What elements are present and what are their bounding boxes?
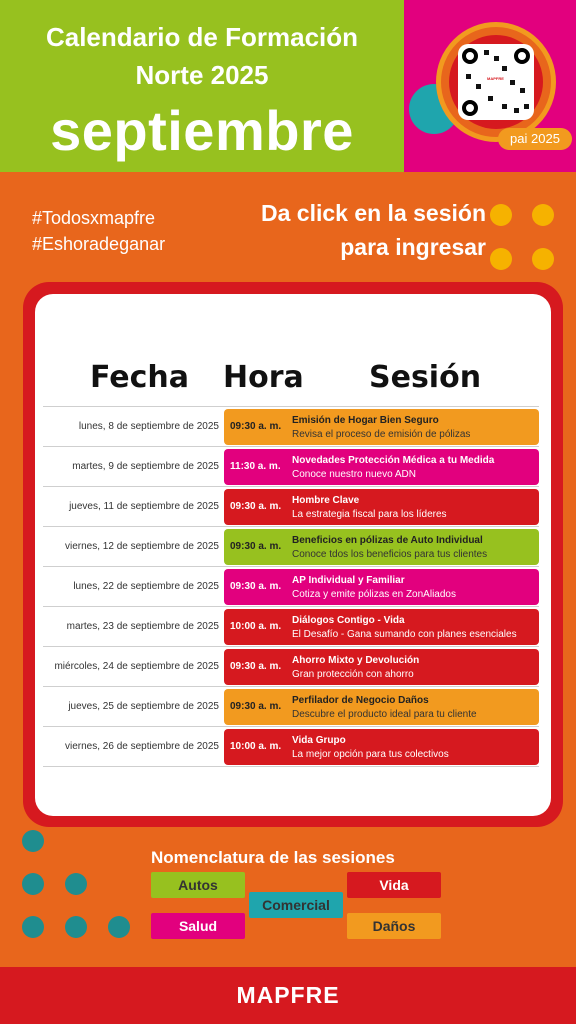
hashtag-eshoradeganar: #Eshoradeganar: [32, 234, 166, 254]
row-time: 09:30 a. m.: [230, 581, 282, 592]
footer: [0, 967, 576, 1024]
session-subtitle: Conoce nuestro nuevo ADN: [292, 469, 416, 480]
qr-finder-top-right: [514, 48, 530, 64]
legend-title: Nomenclatura de las sesiones: [151, 848, 395, 867]
qr-module: [514, 108, 519, 113]
schedule-row: [43, 646, 539, 686]
qr-module: [520, 88, 525, 93]
schedule-row: [43, 566, 539, 606]
session-subtitle: Conoce tdos los beneficios para tus clientes: [292, 549, 488, 560]
teal-dot-decoration: [22, 873, 44, 895]
session-link[interactable]: [224, 529, 539, 565]
row-time: 09:30 a. m.: [230, 701, 282, 712]
title-line-1: Calendario de Formación: [45, 22, 359, 52]
column-header-hora: Hora: [223, 360, 304, 395]
schedule-frame: [23, 282, 563, 827]
session-link[interactable]: [224, 609, 539, 645]
mapfre-logo: MAPFRE: [236, 982, 340, 1008]
qr-finder-bottom-left: [462, 100, 478, 116]
row-date: miércoles, 24 de septiembre de 2025: [54, 661, 219, 672]
session-title: Emisión de Hogar Bien Seguro: [292, 415, 439, 426]
schedule-row: [43, 606, 539, 646]
qr-module: [484, 50, 489, 55]
table-bottom-rule: [43, 766, 539, 767]
yellow-dot-decoration: [532, 204, 554, 226]
hashtags: [32, 205, 165, 257]
session-title: Vida Grupo: [292, 735, 346, 746]
qr-module: [524, 104, 529, 109]
qr-module: [502, 66, 507, 71]
row-time: 10:00 a. m.: [230, 741, 282, 752]
session-subtitle: La estrategia fiscal para los líderes: [292, 509, 447, 520]
schedule-row: [43, 686, 539, 726]
row-time: 10:00 a. m.: [230, 621, 282, 632]
qr-module: [502, 104, 507, 109]
schedule-row: [43, 526, 539, 566]
qr-module: [488, 96, 493, 101]
pai-2025-badge: pai 2025: [498, 128, 572, 150]
session-link[interactable]: [224, 729, 539, 765]
session-subtitle: Revisa el proceso de emisión de pólizas: [292, 429, 471, 440]
row-date: jueves, 11 de septiembre de 2025: [69, 501, 219, 512]
session-subtitle: Cotiza y emite pólizas en ZonAliados: [292, 589, 456, 600]
click-instruction-line-2: para ingresar: [340, 234, 486, 260]
session-subtitle: Gran protección con ahorro: [292, 669, 414, 680]
row-date: martes, 23 de septiembre de 2025: [66, 621, 219, 632]
session-link[interactable]: [224, 489, 539, 525]
legend-vida: Vida: [347, 872, 441, 898]
session-title: Diálogos Contigo - Vida: [292, 615, 405, 626]
row-date: lunes, 8 de septiembre de 2025: [78, 421, 219, 432]
header-green-panel: [0, 0, 404, 172]
session-title: Beneficios en pólizas de Auto Individual: [292, 535, 483, 546]
column-header-sesion: Sesión: [369, 360, 482, 395]
session-link[interactable]: [224, 569, 539, 605]
schedule-row: [43, 446, 539, 486]
teal-dot-decoration: [22, 916, 44, 938]
schedule-table: [35, 294, 551, 816]
schedule-row: [43, 406, 539, 446]
session-title: Novedades Protección Médica a tu Medida: [292, 455, 495, 466]
hashtag-todosxmapfre: #Todosxmapfre: [32, 208, 156, 228]
header-banner: [0, 0, 576, 172]
row-time: 09:30 a. m.: [230, 501, 282, 512]
teal-dot-decoration: [108, 916, 130, 938]
row-time: 09:30 a. m.: [230, 541, 282, 552]
teal-dot-decoration: [65, 873, 87, 895]
row-time: 09:30 a. m.: [230, 661, 282, 672]
session-link[interactable]: [224, 649, 539, 685]
qr-module: [466, 74, 471, 79]
click-instruction-line-1: Da click en la sesión: [260, 200, 486, 226]
column-header-fecha: Fecha: [90, 360, 190, 395]
row-date: martes, 9 de septiembre de 2025: [72, 461, 219, 472]
click-instruction: [196, 196, 486, 264]
row-date: jueves, 25 de septiembre de 2025: [68, 701, 219, 712]
qr-module: [494, 56, 499, 61]
session-link[interactable]: [224, 409, 539, 445]
row-date: viernes, 12 de septiembre de 2025: [65, 541, 219, 552]
session-title: AP Individual y Familiar: [292, 575, 405, 586]
legend-autos: Autos: [151, 872, 245, 898]
session-subtitle: El Desafío - Gana sumando con planes esenciales: [292, 629, 517, 640]
row-time: 09:30 a. m.: [230, 421, 282, 432]
title-line-2: Norte 2025: [135, 60, 269, 90]
qr-finder-top-left: [462, 48, 478, 64]
session-title: Ahorro Mixto y Devolución: [292, 655, 420, 666]
yellow-dot-decoration: [532, 248, 554, 270]
qr-code-image: [458, 44, 534, 120]
teal-dot-decoration: [22, 830, 44, 852]
qr-center-logo: MAPFRE: [487, 76, 504, 81]
qr-module: [476, 84, 481, 89]
yellow-dot-decoration: [490, 204, 512, 226]
month-title: septiembre: [50, 99, 354, 162]
qr-code[interactable]: [436, 22, 556, 142]
session-title: Perfilador de Negocio Daños: [292, 695, 429, 706]
qr-module: [510, 80, 515, 85]
yellow-dot-decoration: [490, 248, 512, 270]
row-date: lunes, 22 de septiembre de 2025: [73, 581, 219, 592]
schedule-row: [43, 486, 539, 526]
legend-salud: Salud: [151, 913, 245, 939]
legend-danos: Daños: [347, 913, 441, 939]
session-subtitle: La mejor opción para tus colectivos: [292, 749, 449, 760]
session-subtitle: Descubre el producto ideal para tu cliente: [292, 709, 477, 720]
teal-dot-decoration: [65, 916, 87, 938]
session-link[interactable]: [224, 689, 539, 725]
row-date: viernes, 26 de septiembre de 2025: [65, 741, 219, 752]
session-link[interactable]: [224, 449, 539, 485]
row-time: 11:30 a. m.: [230, 461, 281, 472]
session-title: Hombre Clave: [292, 495, 360, 506]
schedule-row: [43, 726, 539, 766]
legend-comercial: Comercial: [249, 892, 343, 918]
